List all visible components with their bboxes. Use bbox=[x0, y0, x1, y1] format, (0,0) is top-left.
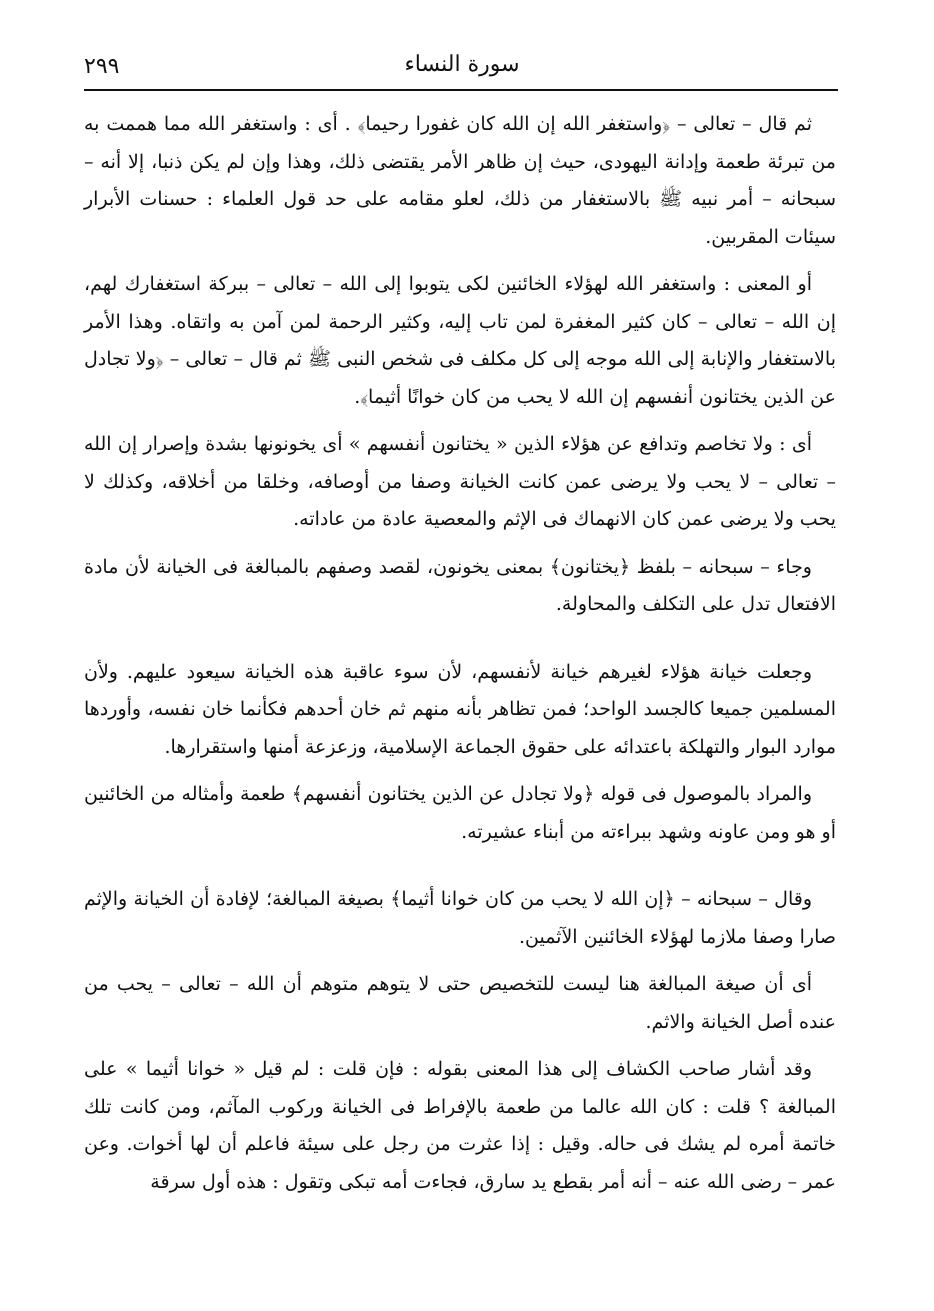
paragraph: أو المعنى : واستغفر الله لهؤلاء الخائنين لكى يتوبوا إلى الله – تعالى – ببركة استغفارك لهم، إن الله – تعالى – كان كثير المغفرة لمن تاب إليه، وكثير الرحمة لمن آمن به واتقاه. وهذا الأمر بالاستغفار والإنابة إلى الله موجه إلى كل مكلف فى شخص النبى ﷺ ثم قال – تعالى – ﴿ولا تجادل عن الذين يختانون أنفسهم إن الله لا يحب من كان خوانًا أثيما﴾. bbox=[84, 273, 836, 408]
paragraph: وجعلت خيانة هؤلاء لغيرهم خيانة لأنفسهم، لأن سوء عاقبة هذه الخيانة سيعود عليهم. ولأن المسلمين جميعا كالجسد الواحد؛ فمن تظاهر بأنه منهم ثم خان أحدهم فكأنما خان نفسه، وأوردها موارد البوار والتهلكة باعتدائه على حقوق الجماعة الإسلامية، وزعزعة أمنها واستقرارها. bbox=[84, 660, 836, 758]
paragraph: ثم قال – تعالى – ﴿واستغفر الله إن الله كان غفورا رحيما﴾ . أى : واستغفر الله مما هممت به من تبرئة طعمة وإدانة اليهودى، حيث إن ظاهر الأمر يقتضى ذلك، وهذا وإن لم يكن ذنبا، إلا أنه – سبحانه – أمر نبيه ﷺ بالاستغفار من ذلك، لعلو مقامه على حد قول العلماء : حسنات الأبرار سيئات المقربين. bbox=[84, 113, 836, 248]
header-rule bbox=[84, 89, 838, 91]
paragraph: وقال – سبحانه – ﴿إن الله لا يحب من كان خوانا أثيما﴾ بصيغة المبالغة؛ لإفادة أن الخيانة والإثم صارا وصفا ملازما لهؤلاء الخائنين الآثمين. bbox=[84, 888, 836, 948]
paragraph: وقد أشار صاحب الكشاف إلى هذا المعنى بقوله : فإن قلت : لم قيل « خوانا أثيما » على المبالغة ؟ قلت : كان الله عالما من طعمة بالإفراط فى الخيانة وركوب المآثم، ومن كانت تلك خاتمة أمره لم يشك فى حاله. وقيل : إذا عثرت من رجل على سيئة فاعلم أن لها أخوات. وعن عمر – رضى الله عنه – أنه أمر بقطع يد سارق، فجاءت أمه تبكى وتقول : هذه أول سرقة bbox=[84, 1058, 836, 1193]
paragraph: وجاء – سبحانه – بلفظ ﴿يختانون﴾ بمعنى يخونون، لقصد وصفهم بالمبالغة فى الخيانة لأن مادة الافتعال تدل على التكلف والمحاولة. bbox=[84, 555, 836, 615]
surah-title: سورة النساء bbox=[404, 52, 520, 77]
paragraph: والمراد بالموصول فى قوله ﴿ولا تجادل عن الذين يختانون أنفسهم﴾ طعمة وأمثاله من الخائنين أو هو ومن عاونه وشهد ببراءته من أبناء عشيرته. bbox=[84, 783, 836, 843]
page-number: ٢٩٩ bbox=[84, 54, 120, 79]
paragraph: أى : ولا تخاصم وتدافع عن هؤلاء الذين « يختانون أنفسهم » أى يخونونها بشدة وإصرار إن الله – تعالى – لا يحب ولا يرضى عمن كانت الخيانة وصفا من أوصافه، وخلقا من أخلاقه، وكذلك لا يحب ولا يرضى عمن كان الانهماك فى الإثم والمعصية عادة من عاداته. bbox=[84, 433, 836, 530]
body-text bbox=[84, 106, 836, 1211]
page-header bbox=[84, 44, 840, 88]
paragraph: أى أن صيغة المبالغة هنا ليست للتخصيص حتى لا يتوهم متوهم أن الله – تعالى – يحب من عنده أصل الخيانة والاثم. bbox=[84, 973, 836, 1033]
